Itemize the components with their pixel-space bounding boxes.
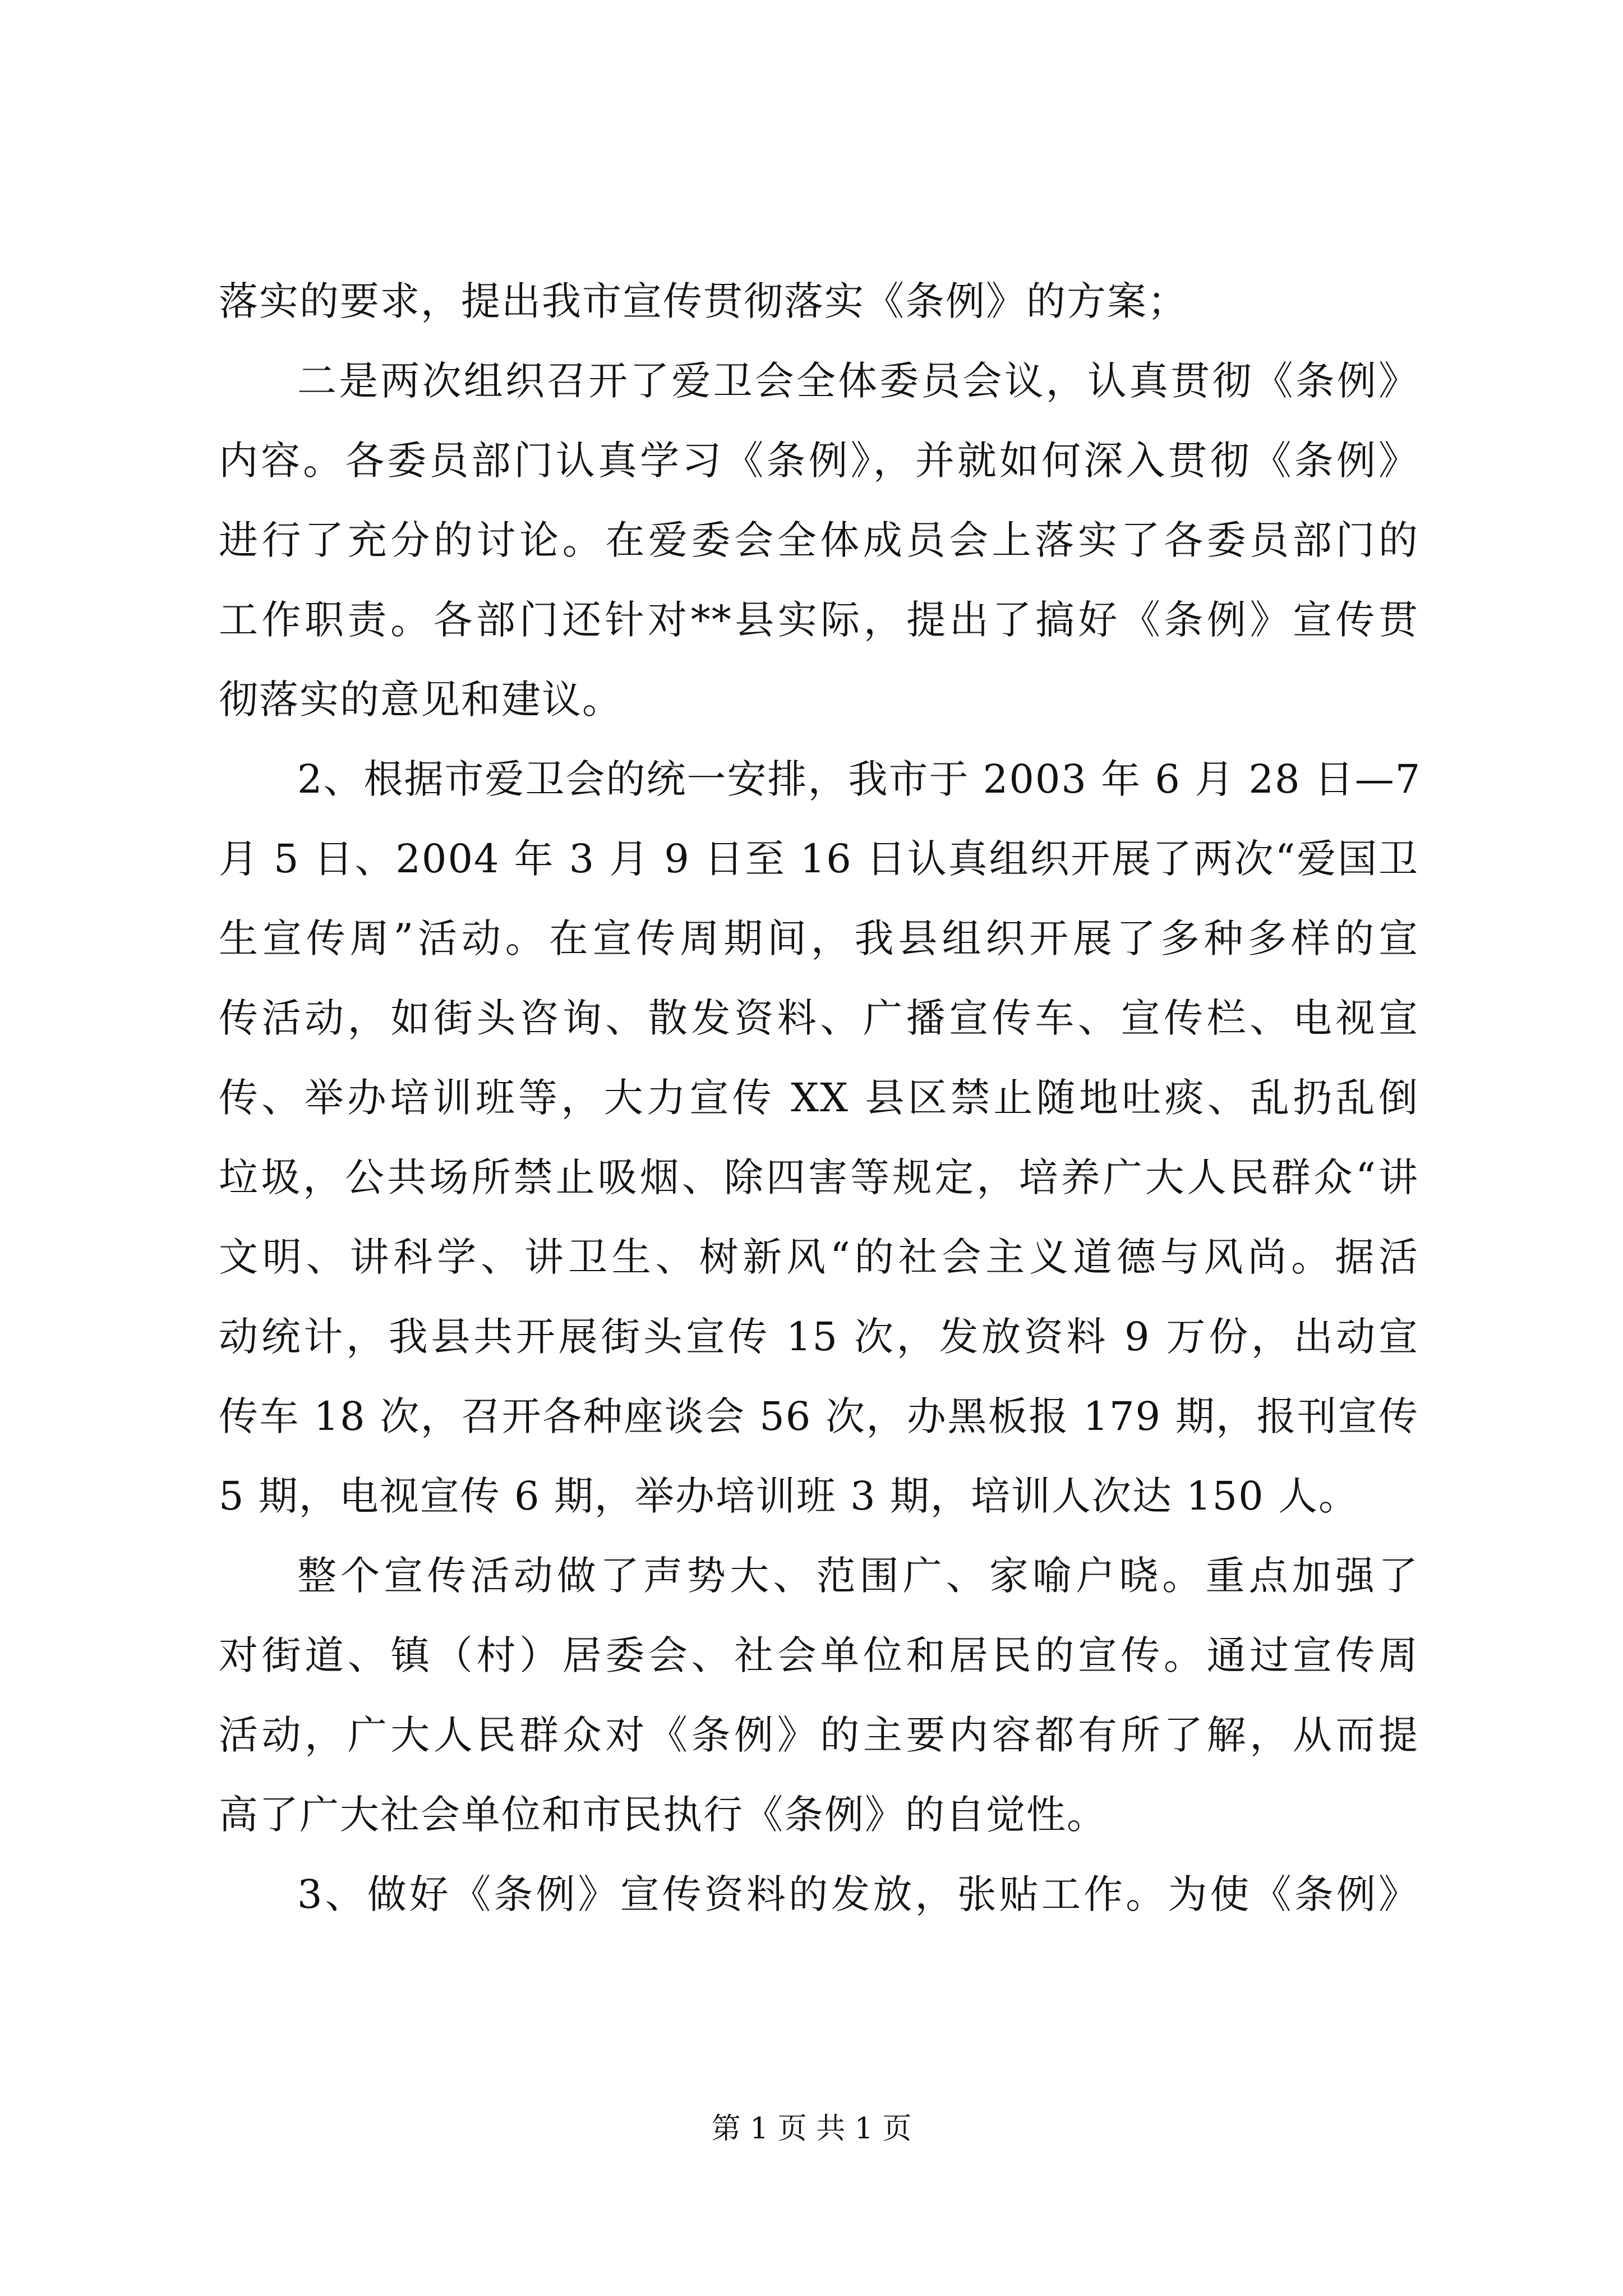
text-line: 落实的要求，提出我市宣传贯彻落实《条例》的方案； <box>219 278 1188 324</box>
text-line: 生宣传周”活动。在宣传周期间，我县组织开展了多种多样的宣 <box>219 915 1419 961</box>
text-line: 彻落实的意见和建议。 <box>219 677 623 723</box>
text-line: 传车 18 次，召开各种座谈会 56 次，办黑板报 179 期，报刊宣传 <box>219 1393 1419 1439</box>
text-line: 动统计，我县共开展街头宣传 15 次，发放资料 9 万份，出动宣 <box>219 1314 1419 1360</box>
text-line: 对街道、镇（村）居委会、社会单位和居民的宣传。通过宣传周 <box>219 1632 1419 1678</box>
text-line: 内容。各委员部门认真学习《条例》，并就如何深入贯彻《条例》 <box>219 438 1419 484</box>
text-line: 传、举办培训班等，大力宣传 XX 县区禁止随地吐痰、乱扔乱倒 <box>219 1075 1419 1121</box>
paragraph <box>219 341 1419 739</box>
text-line: 传活动，如街头咨询、散发资料、广播宣传车、宣传栏、电视宣 <box>219 995 1419 1041</box>
text-line: 2、根据市爱卫会的统一安排，我市于 2003 年 6 月 28 日—7 <box>297 756 1422 802</box>
paragraph <box>219 1536 1419 1855</box>
text-line: 月 5 日、2004 年 3 月 9 日至 16 日认真组织开展了两次“爱国卫 <box>219 836 1419 882</box>
text-line: 工作职责。各部门还针对**县实际，提出了搞好《条例》宣传贯 <box>219 597 1419 643</box>
paragraph <box>219 261 1419 341</box>
text-line: 5 期，电视宣传 6 期，举办培训班 3 期，培训人次达 150 人。 <box>219 1473 1359 1519</box>
paragraph <box>219 1855 1419 1934</box>
text-line: 整个宣传活动做了声势大、范围广、家喻户晓。重点加强了 <box>297 1553 1419 1599</box>
text-line: 进行了充分的讨论。在爱委会全体成员会上落实了各委员部门的 <box>219 517 1419 563</box>
text-line: 文明、讲科学、讲卫生、树新风“的社会主义道德与风尚。据活 <box>219 1234 1419 1280</box>
text-line: 高了广大社会单位和市民执行《条例》的自觉性。 <box>219 1792 1107 1838</box>
page-number-footer: 第 1 页 共 1 页 <box>711 2112 912 2146</box>
text-line: 垃圾，公共场所禁止吸烟、除四害等规定，培养广大人民群众“讲 <box>219 1154 1419 1200</box>
paragraph <box>219 739 1422 1536</box>
text-line: 3、做好《条例》宣传资料的发放，张贴工作。为使《条例》 <box>297 1871 1419 1917</box>
document-body <box>219 261 1422 1934</box>
text-line: 二是两次组织召开了爱卫会全体委员会议，认真贯彻《条例》 <box>297 358 1419 404</box>
text-line: 活动，广大人民群众对《条例》的主要内容都有所了解，从而提 <box>219 1712 1419 1758</box>
